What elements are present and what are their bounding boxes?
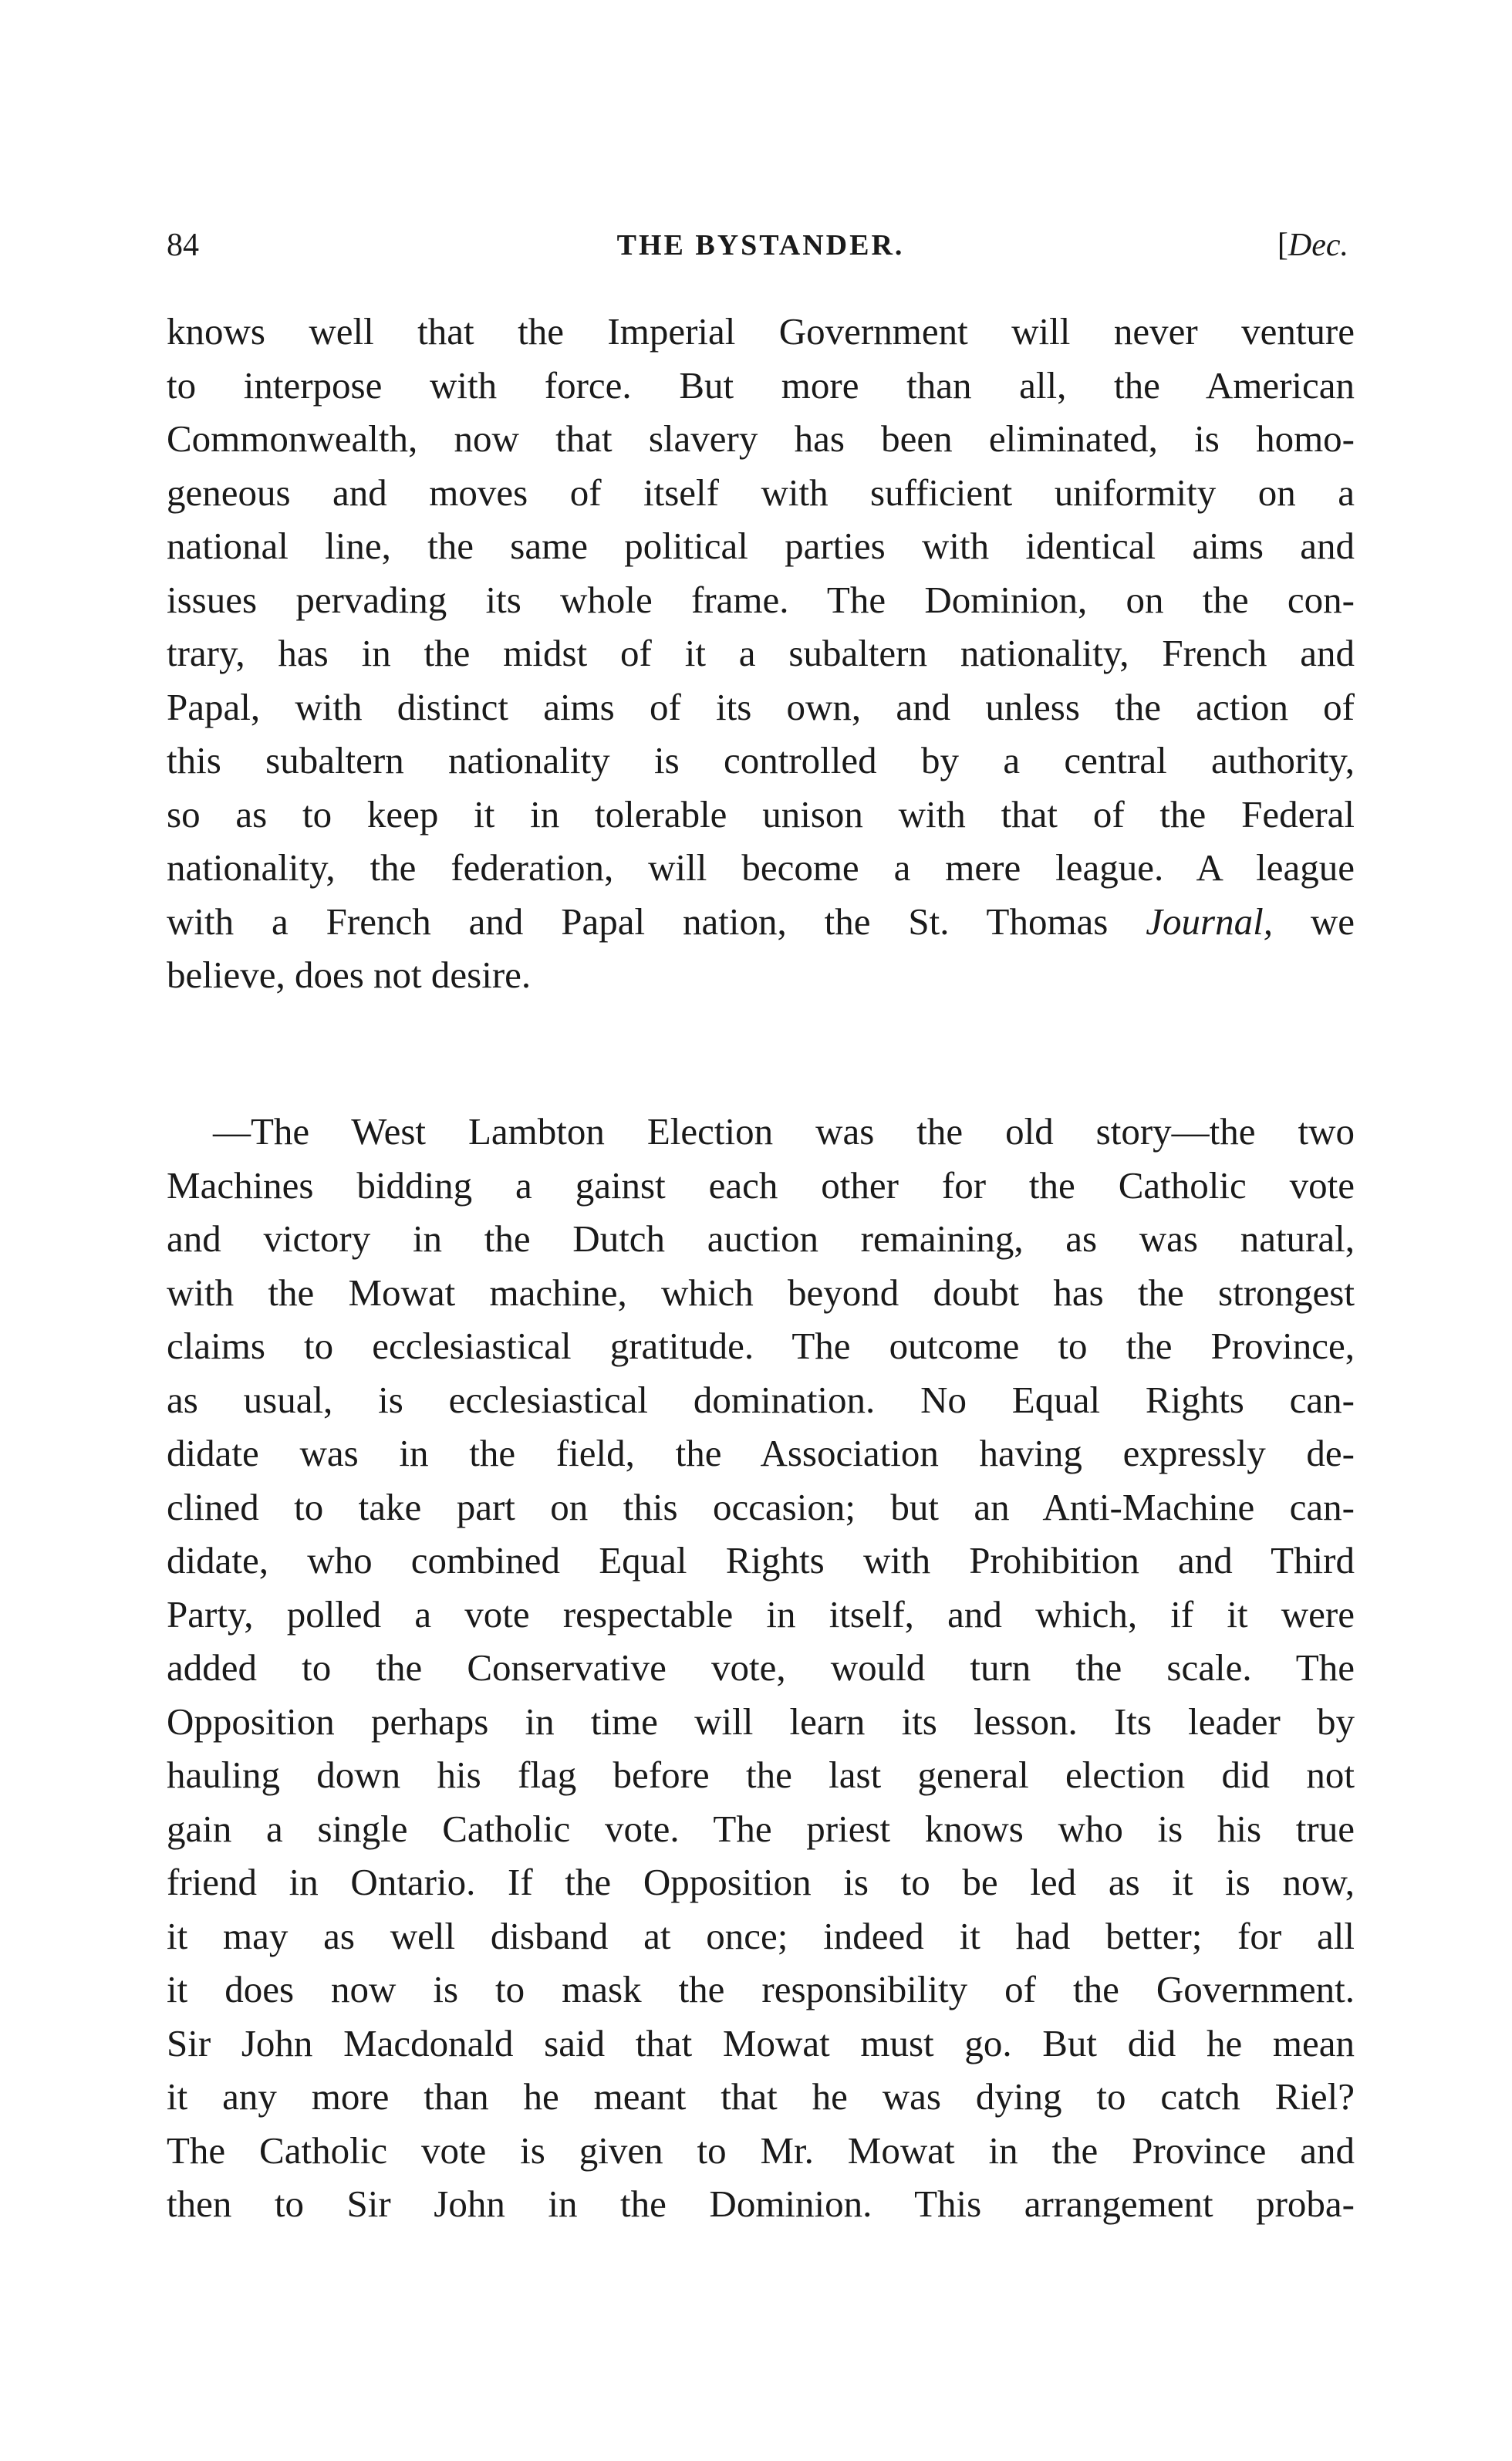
text-line: The Catholic vote is given to Mr. Mowat in the Province and (167, 2128, 1355, 2172)
text-line: hauling down his flag before the last general election did not (167, 1754, 1355, 1796)
text-line: claims to ecclesiastical gratitude. The outcome to the Province, (167, 1325, 1355, 1367)
text-line: didate, who combined Equal Rights with Prohibition and Third (167, 1539, 1355, 1582)
running-title: THE BYSTANDER. (616, 229, 905, 262)
text-line: Machines bidding a gainst each other for the Catholic vote (167, 1163, 1355, 1207)
text-segment: with a French and Papal nation, the St. Thomas (167, 900, 1146, 943)
text-line: Papal, with distinct aims of its own, and unless the action of (167, 685, 1355, 728)
text-line: issues pervading its whole frame. The Dominion, on the con- (167, 578, 1355, 621)
text-line: clined to take part on this occasion; but an Anti-Machine can- (167, 1485, 1355, 1528)
date-text: Dec. (1288, 228, 1348, 263)
text-line: friend in Ontario. If the Opposition is to be led as it is now, (167, 1861, 1355, 1903)
date-bracket: [ (1277, 228, 1288, 263)
italic-word: Journal, (1146, 900, 1273, 943)
text-line: so as to keep it in tolerable unison with that of the Federal (167, 792, 1355, 836)
text-line: Sir John Macdonald said that Mowat must go. But did he mean (167, 2021, 1355, 2064)
book-page (167, 222, 1355, 2228)
text-line: believe, does not desire. (167, 954, 532, 996)
text-line: this subaltern nationality is controlled by a central authority, (167, 739, 1355, 782)
text-line: to interpose with force. But more than all, the American (167, 363, 1355, 407)
text-line: trary, has in the midst of it a subaltern nationality, French and (167, 632, 1355, 674)
text-line: then to Sir John in the Dominion. This arrangement proba- (167, 2182, 1355, 2225)
text-line: Opposition perhaps in time will learn its lesson. Its leader by (167, 1700, 1355, 1743)
text-line: gain a single Catholic vote. The priest knows who is his true (167, 1807, 1355, 1850)
page-number: 84 (167, 228, 199, 263)
running-head (167, 222, 1355, 268)
text-line: it may as well disband at once; indeed it had better; for all (167, 1914, 1355, 1957)
text-line: as usual, is ecclesiastical domination. No Equal Rights can- (167, 1378, 1355, 1421)
text-segment: we (1272, 900, 1355, 943)
paragraph-2 (167, 1105, 1355, 2231)
text-line: Party, polled a vote respectable in itself, and which, if it were (167, 1592, 1355, 1636)
text-line: it does now is to mask the responsibility of the Government. (167, 1968, 1355, 2010)
text-line: geneous and moves of itself with sufficient uniformity on a (167, 471, 1355, 514)
text-line: knows well that the Imperial Government will never venture (167, 310, 1355, 353)
paragraph-1 (167, 305, 1355, 1002)
text-line: didate was in the field, the Association having expressly de- (167, 1432, 1355, 1474)
text-line: nationality, the federation, will become a mere league. A league (167, 846, 1355, 889)
text-line: national line, the same political parties with identical aims and (167, 525, 1355, 567)
text-line: and victory in the Dutch auction remaining, as was natural, (167, 1217, 1355, 1260)
text-line: Commonwealth, now that slavery has been eliminated, is homo- (167, 417, 1355, 460)
running-date (1277, 222, 1348, 268)
text-line: —The West Lambton Election was the old story—the two (213, 1110, 1355, 1153)
text-line-with-italic (167, 895, 1355, 949)
text-line: with the Mowat machine, which beyond doubt has the strongest (167, 1271, 1355, 1314)
text-line: added to the Conservative vote, would turn the scale. The (167, 1646, 1355, 1689)
text-line: it any more than he meant that he was dying to catch Riel? (167, 2075, 1355, 2118)
